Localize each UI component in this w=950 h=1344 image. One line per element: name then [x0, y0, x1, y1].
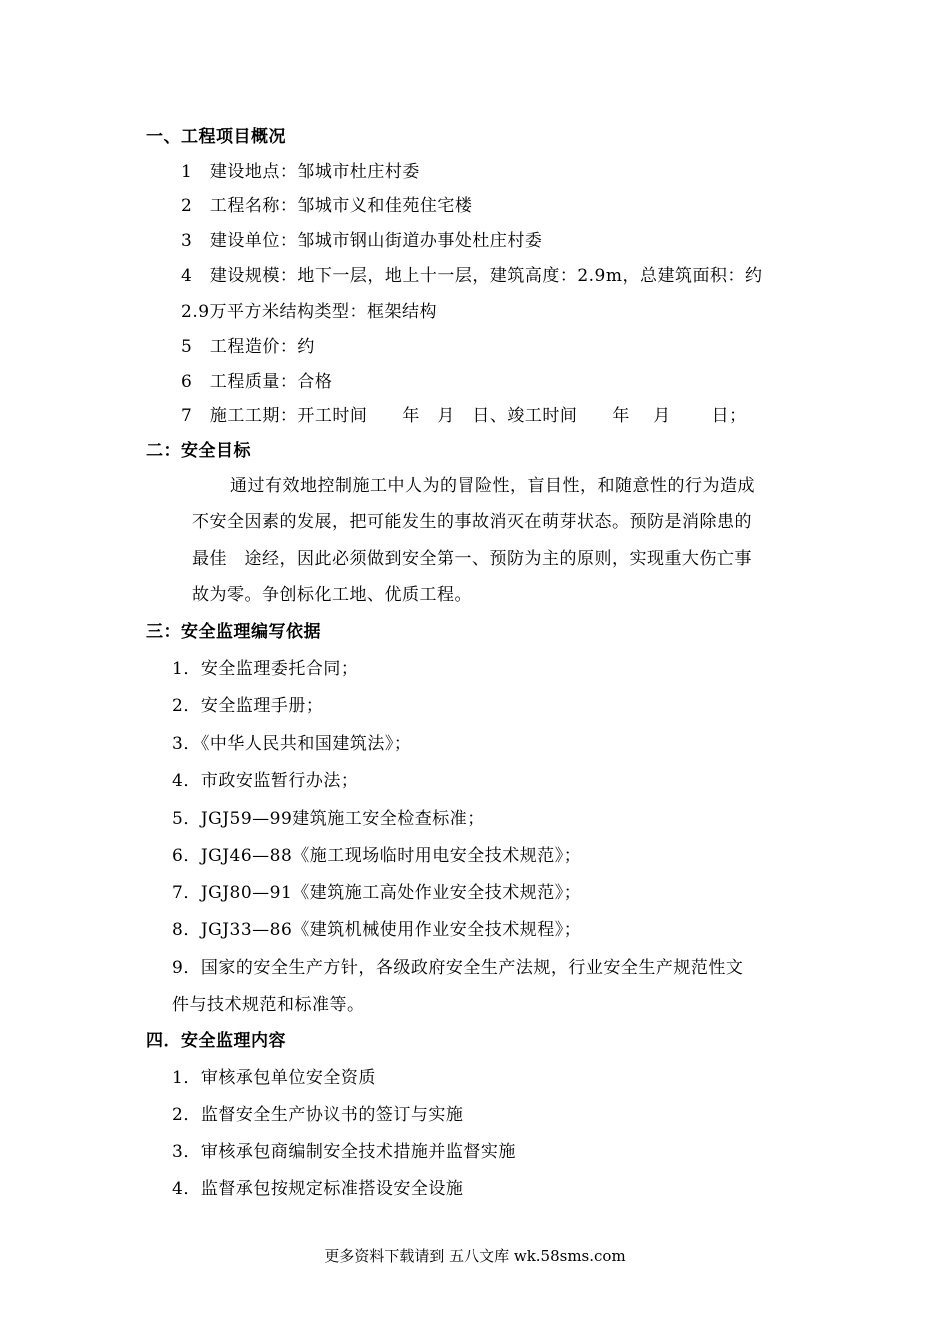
content-item-3: 3．审核承包商编制安全技术措施并监督实施 [172, 1142, 516, 1162]
basis-item-8: 8．JGJ33—86《建筑机械使用作业安全技术规程》； [172, 920, 582, 940]
safety-goal-line-1: 通过有效地控制施工中人为的冒险性，盲目性，和随意性的行为造成 [230, 476, 755, 496]
content-item-4: 4．监督承包按规定标准搭设安全设施 [172, 1179, 464, 1199]
overview-item-cost: 5 工程造价：约 [181, 337, 315, 357]
section-heading-project-overview: 一、工程项目概况 [146, 127, 286, 147]
overview-item-project-name: 2 工程名称：邹城市义和佳苑住宅楼 [181, 196, 473, 216]
section-heading-safety-goal: 二：安全目标 [146, 441, 251, 461]
safety-goal-line-2: 不安全因素的发展，把可能发生的事故消灭在萌芽状态。预防是消除患的 [192, 512, 752, 532]
basis-item-5: 5．JGJ59—99建筑施工安全检查标准； [172, 809, 485, 829]
basis-item-3: 3．《中华人民共和国建筑法》； [172, 734, 412, 754]
basis-item-9-cont: 件与技术规范和标准等。 [172, 995, 365, 1015]
overview-item-scale-cont: 2.9万平方米结构类型：框架结构 [181, 302, 438, 322]
footer-download-note: 更多资料下载请到 五八文库 wk.58sms.com [324, 1247, 626, 1265]
basis-item-1: 1．安全监理委托合同； [172, 659, 359, 679]
basis-item-6: 6．JGJ46—88《施工现场临时用电安全技术规范》； [172, 846, 582, 866]
basis-item-7: 7．JGJ80—91《建筑施工高处作业安全技术规范》； [172, 883, 582, 903]
overview-item-location: 1 建设地点：邹城市杜庄村委 [181, 162, 420, 182]
overview-item-scale: 4 建设规模：地下一层，地上十一层，建筑高度：2.9m，总建筑面积：约 [181, 266, 763, 286]
basis-item-4: 4．市政安监暂行办法； [172, 771, 359, 791]
overview-item-owner: 3 建设单位：邹城市钢山街道办事处杜庄村委 [181, 231, 543, 251]
safety-goal-line-4: 故为零。争创标化工地、优质工程。 [192, 585, 472, 605]
overview-item-schedule: 7 施工工期：开工时间 年 月 日、竣工时间 年 月 日； [181, 406, 747, 426]
content-item-2: 2．监督安全生产协议书的签订与实施 [172, 1105, 464, 1125]
content-item-1: 1．审核承包单位安全资质 [172, 1068, 376, 1088]
section-heading-content: 四．安全监理内容 [146, 1031, 286, 1051]
overview-item-quality: 6 工程质量：合格 [181, 372, 333, 392]
safety-goal-line-3: 最佳 途经，因此必须做到安全第一、预防为主的原则，实现重大伤亡事 [192, 549, 752, 569]
section-heading-basis: 三：安全监理编写依据 [146, 622, 321, 642]
basis-item-2: 2．安全监理手册； [172, 696, 324, 716]
basis-item-9: 9．国家的安全生产方针，各级政府安全生产法规，行业安全生产规范性文 [172, 958, 744, 978]
